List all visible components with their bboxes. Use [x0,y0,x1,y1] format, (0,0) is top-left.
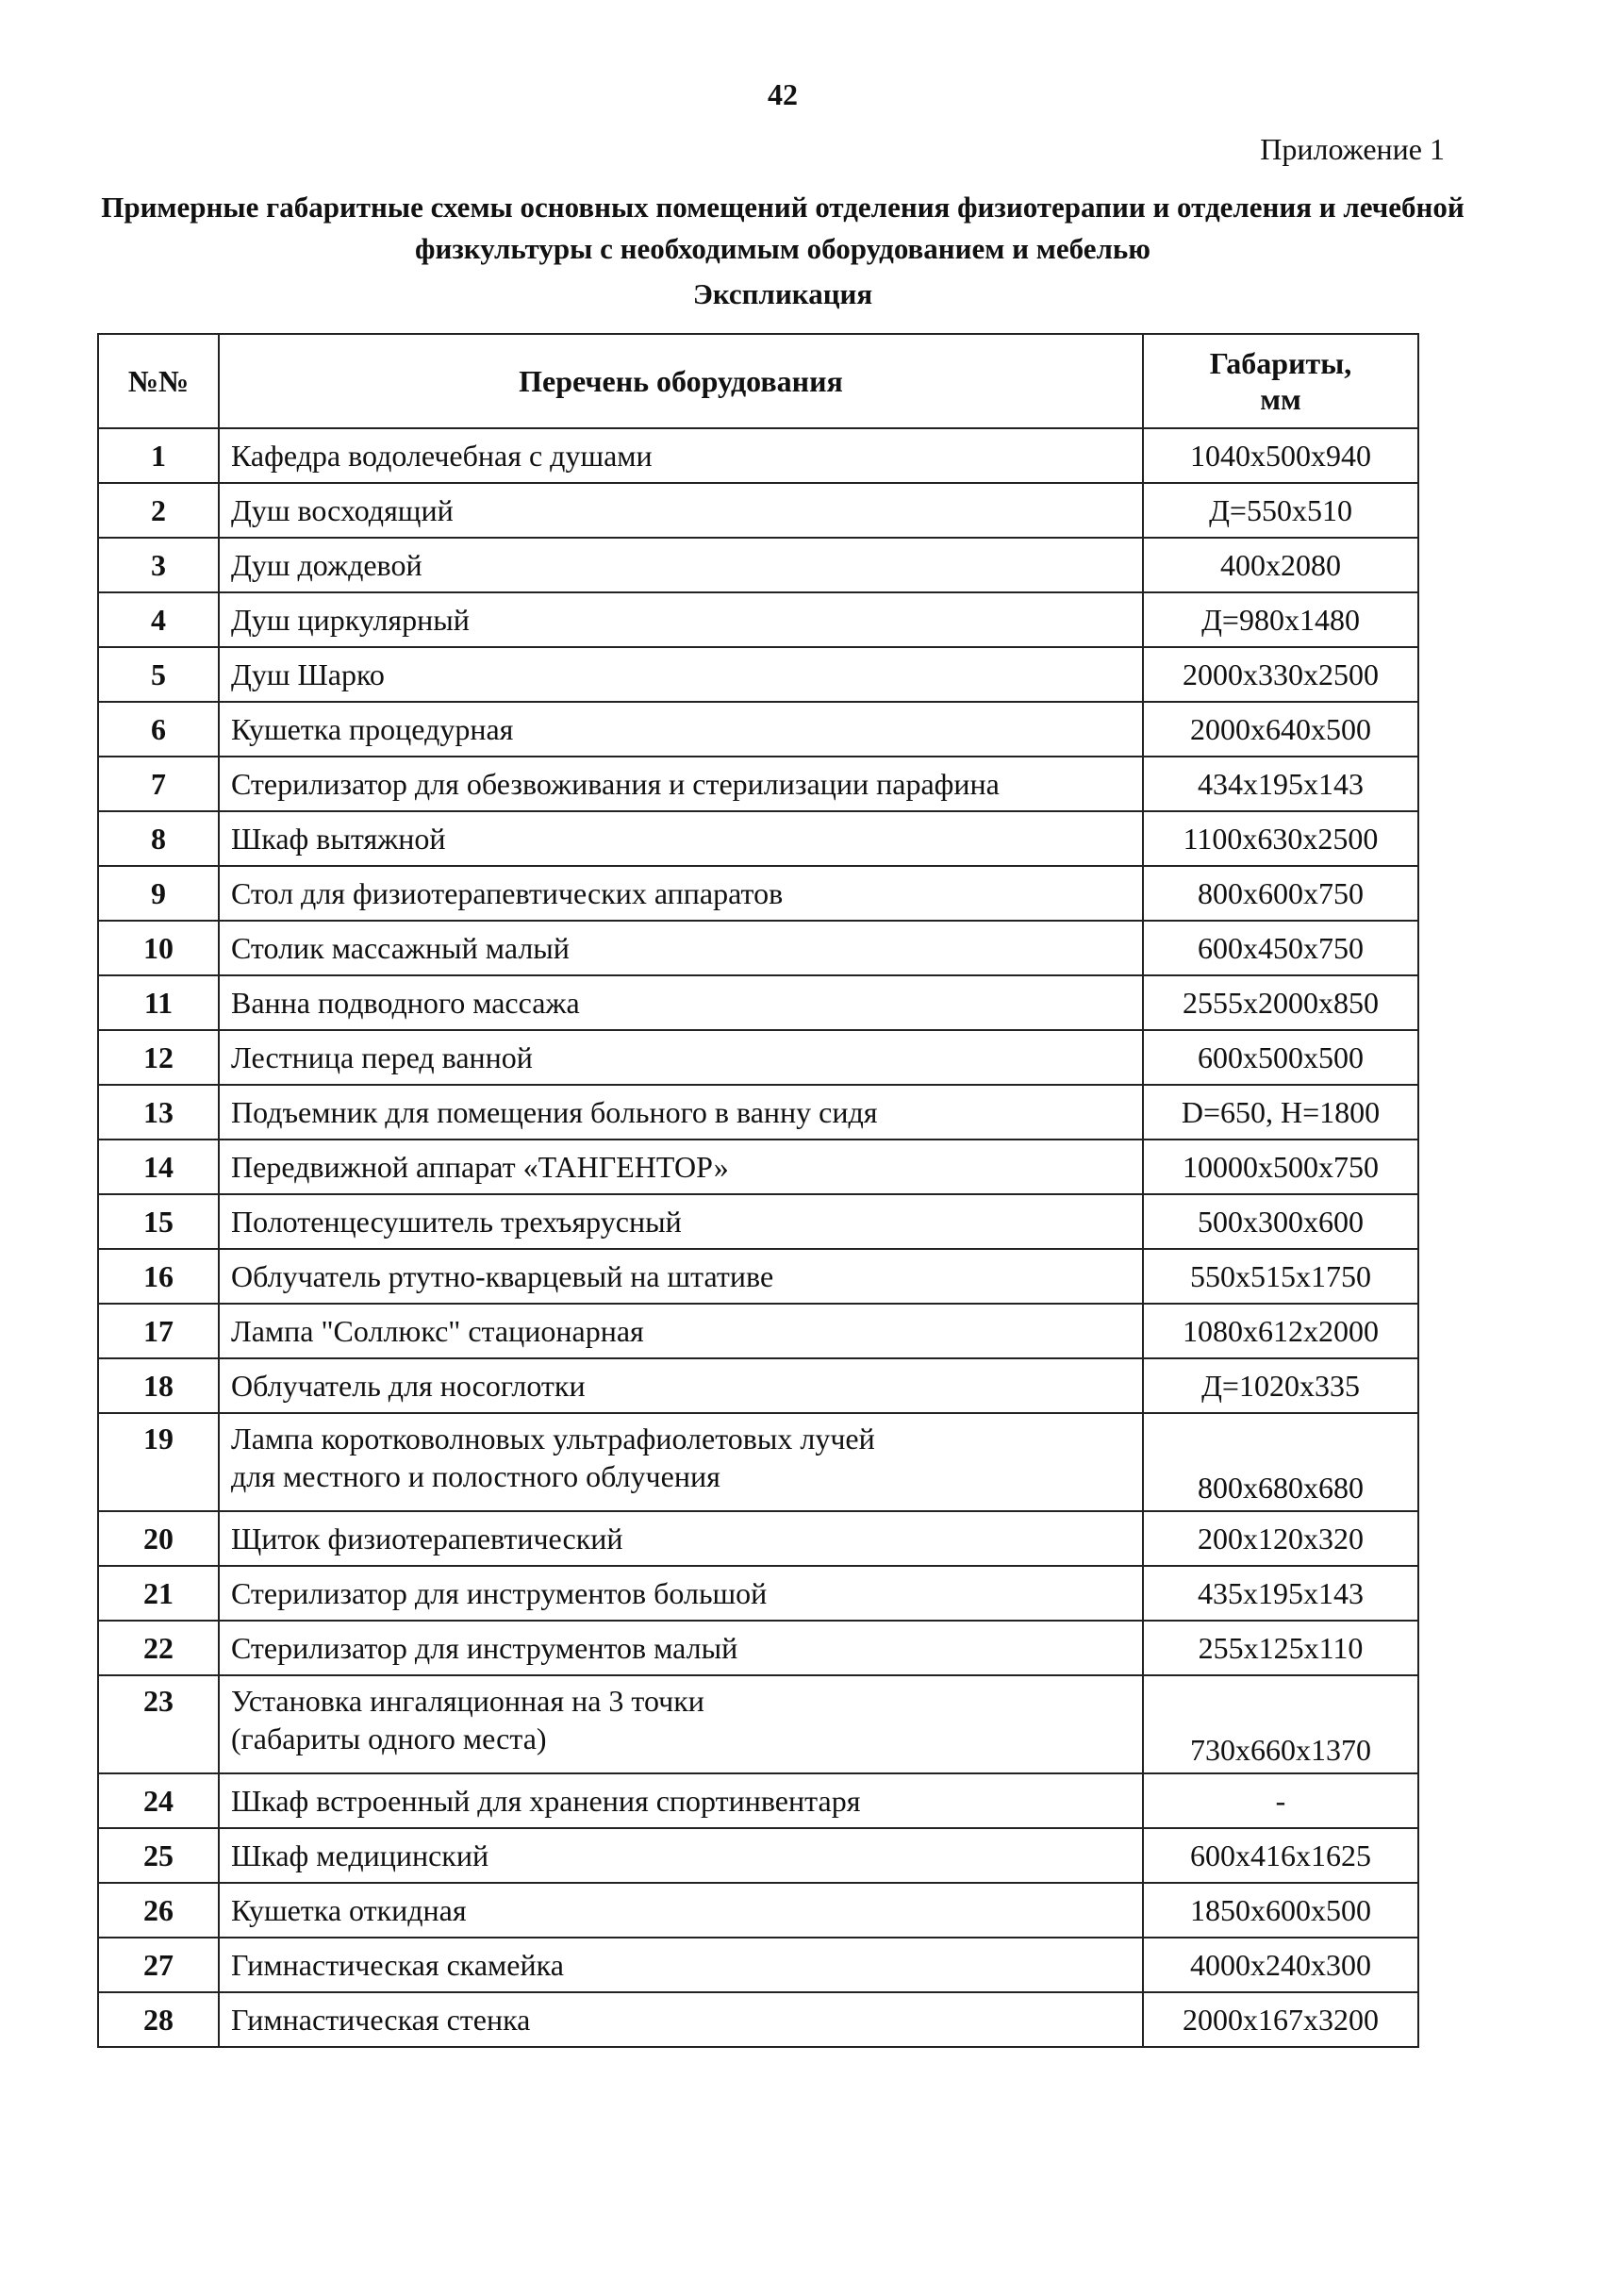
table-row [98,592,1418,647]
page-number: 42 [768,77,798,111]
equipment-name: Гимнастическая скамейка [219,1938,1143,1992]
appendix-label: Приложение 1 [1260,132,1445,166]
row-number: 2 [98,483,219,538]
row-number: 4 [98,592,219,647]
equipment-dimensions: 200x120x320 [1143,1511,1418,1566]
equipment-name: Душ циркулярный [219,592,1143,647]
table-row [98,1194,1418,1249]
equipment-name: Облучатель для носоглотки [219,1358,1143,1413]
row-number: 6 [98,702,219,757]
equipment-dimensions: 800x600x750 [1143,866,1418,921]
equipment-name: Стерилизатор для инструментов большой [219,1566,1143,1621]
equipment-dimensions: 600x500x500 [1143,1030,1418,1085]
equipment-name: Щиток физиотерапевтический [219,1511,1143,1566]
equipment-name: Стерилизатор для обезвоживания и стерилизации парафина [219,757,1143,811]
header-dims [1143,334,1418,428]
row-number: 5 [98,647,219,702]
equipment-name: Стерилизатор для инструментов малый [219,1621,1143,1675]
header-name: Перечень оборудования [219,334,1143,428]
row-number: 14 [98,1140,219,1194]
equipment-dimensions: 500x300x600 [1143,1194,1418,1249]
table-row [98,921,1418,975]
equipment-name: Душ Шарко [219,647,1143,702]
table-row [98,975,1418,1030]
table-row [98,1828,1418,1883]
table-row [98,1358,1418,1413]
header-dims-line2: мм [1260,382,1301,416]
row-number: 9 [98,866,219,921]
row-number: 17 [98,1304,219,1358]
row-number: 20 [98,1511,219,1566]
table-row [98,1249,1418,1304]
table-row [98,866,1418,921]
equipment-name: Шкаф встроенный для хранения спортинвентаря [219,1773,1143,1828]
equipment-dimensions: 434x195x143 [1143,757,1418,811]
equipment-dimensions: 255x125x110 [1143,1621,1418,1675]
equipment-name-line1: Лампа коротковолновых ультрафиолетовых лучей [231,1422,875,1456]
header-dims-line1: Габариты, [1209,346,1352,380]
equipment-name: Полотенцесушитель трехъярусный [219,1194,1143,1249]
table-header-row [98,334,1418,428]
equipment-name: Передвижной аппарат «ТАНГЕНТОР» [219,1140,1143,1194]
equipment-dimensions: 1850x600x500 [1143,1883,1418,1938]
equipment-table [97,333,1419,2048]
row-number: 12 [98,1030,219,1085]
equipment-dimensions: 10000x500x750 [1143,1140,1418,1194]
row-number: 8 [98,811,219,866]
row-number: 19 [98,1413,219,1511]
table-row [98,1511,1418,1566]
equipment-dimensions: 400x2080 [1143,538,1418,592]
equipment-dimensions: Д=980x1480 [1143,592,1418,647]
row-number: 15 [98,1194,219,1249]
row-number: 24 [98,1773,219,1828]
table-row [98,811,1418,866]
equipment-name-line1: Установка ингаляционная на 3 точки [231,1684,704,1718]
row-number: 26 [98,1883,219,1938]
table-body [98,428,1418,2047]
equipment-dimensions: 800x680x680 [1143,1413,1418,1511]
table-row [98,647,1418,702]
equipment-dimensions: - [1143,1773,1418,1828]
equipment-dimensions: D=650, H=1800 [1143,1085,1418,1140]
equipment-dimensions: 4000x240x300 [1143,1938,1418,1992]
table-row [98,1773,1418,1828]
equipment-dimensions: Д=1020x335 [1143,1358,1418,1413]
equipment-dimensions: 435x195x143 [1143,1566,1418,1621]
table-row [98,538,1418,592]
equipment-name [219,1675,1143,1773]
equipment-dimensions: 2000x330x2500 [1143,647,1418,702]
equipment-name-line2: (габариты одного места) [231,1722,547,1755]
equipment-dimensions: 1080x612x2000 [1143,1304,1418,1358]
equipment-dimensions: 2000x640x500 [1143,702,1418,757]
table-row [98,1938,1418,1992]
equipment-name: Лампа "Соллюкс" стационарная [219,1304,1143,1358]
equipment-dimensions: 1040x500x940 [1143,428,1418,483]
equipment-name: Шкаф вытяжной [219,811,1143,866]
equipment-name: Кафедра водолечебная с душами [219,428,1143,483]
row-number: 16 [98,1249,219,1304]
equipment-name: Гимнастическая стенка [219,1992,1143,2047]
equipment-name: Кушетка процедурная [219,702,1143,757]
table-row [98,1621,1418,1675]
table-row [98,702,1418,757]
equipment-name: Кушетка откидная [219,1883,1143,1938]
equipment-name: Облучатель ртутно-кварцевый на штативе [219,1249,1143,1304]
equipment-name: Столик массажный малый [219,921,1143,975]
table-row [98,1883,1418,1938]
equipment-dimensions: 2000x167x3200 [1143,1992,1418,2047]
equipment-name: Подъемник для помещения больного в ванну сидя [219,1085,1143,1140]
row-number: 25 [98,1828,219,1883]
document-subtitle: Экспликация [692,277,873,310]
table-row [98,1030,1418,1085]
row-number: 1 [98,428,219,483]
equipment-name: Стол для физиотерапевтических аппаратов [219,866,1143,921]
row-number: 27 [98,1938,219,1992]
row-number: 3 [98,538,219,592]
row-number: 10 [98,921,219,975]
equipment-dimensions: Д=550x510 [1143,483,1418,538]
row-number: 13 [98,1085,219,1140]
row-number: 7 [98,757,219,811]
equipment-dimensions: 2555x2000x850 [1143,975,1418,1030]
equipment-dimensions: 550x515x1750 [1143,1249,1418,1304]
equipment-name [219,1413,1143,1511]
table-row [98,757,1418,811]
equipment-dimensions: 730x660x1370 [1143,1675,1418,1773]
table-row [98,1140,1418,1194]
equipment-name: Душ восходящий [219,483,1143,538]
document-title: Примерные габаритные схемы основных помещений отделения физиотерапии и отделения и лечебной физкультуры с необходимым оборудованием и мебелью [101,191,1465,265]
equipment-dimensions: 600x450x750 [1143,921,1418,975]
row-number: 22 [98,1621,219,1675]
table-row [98,483,1418,538]
equipment-name: Ванна подводного массажа [219,975,1143,1030]
row-number: 18 [98,1358,219,1413]
row-number: 28 [98,1992,219,2047]
equipment-dimensions: 600x416x1625 [1143,1828,1418,1883]
header-num: №№ [98,334,219,428]
table-row [98,1413,1418,1511]
equipment-dimensions: 1100x630x2500 [1143,811,1418,866]
row-number: 23 [98,1675,219,1773]
row-number: 11 [98,975,219,1030]
table-row [98,428,1418,483]
equipment-name: Душ дождевой [219,538,1143,592]
table-row [98,1304,1418,1358]
table-row [98,1675,1418,1773]
equipment-name: Шкаф медицинский [219,1828,1143,1883]
equipment-name: Лестница перед ванной [219,1030,1143,1085]
table-row [98,1085,1418,1140]
table-row [98,1566,1418,1621]
table-row [98,1992,1418,2047]
row-number: 21 [98,1566,219,1621]
equipment-name-line2: для местного и полостного облучения [231,1459,720,1493]
